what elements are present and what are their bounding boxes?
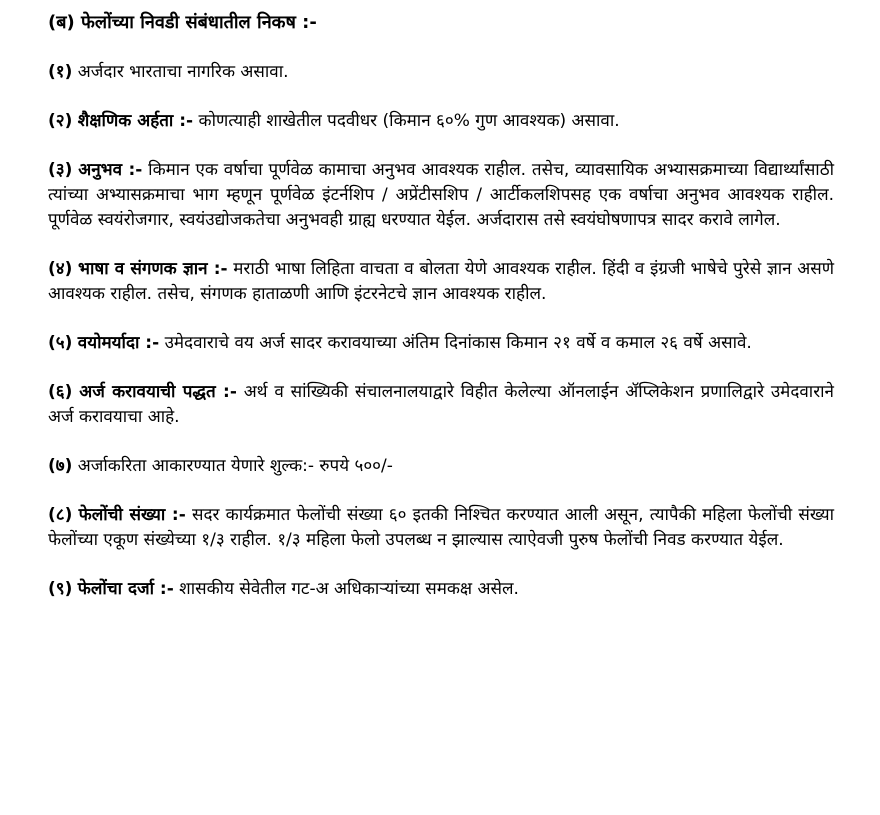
criteria-item-3	[48, 158, 834, 233]
item-text: अर्जदार भारताचा नागरिक असावा.	[77, 62, 289, 82]
item-number: (५)	[48, 333, 73, 353]
document-page	[48, 10, 834, 626]
item-text: मराठी भाषा लिहिता वाचता व बोलता येणे आवश्यक राहील. हिंदी व इंग्रजी भाषेचे पुरेसे ज्ञान असणे आवश्यक राहील. तसेच, संगणक हाताळणी आणि इंटरनेटचे ज्ञान आवश्यक राहील.	[48, 259, 835, 304]
item-number: (१)	[48, 62, 73, 82]
item-text: अर्जाकरिता आकारण्यात येणारे शुल्क:- रुपये ५००/-	[77, 456, 393, 476]
criteria-item-6	[48, 380, 834, 430]
item-text: सदर कार्यक्रमात फेलोंची संख्या ६० इतकी निश्चित करण्यात आली असून, त्यापैकी महिला फेलोंची संख्या फेलोंच्या एकूण संख्येच्या १/३ राहील. १/३ महिला फेलो उपलब्ध न झाल्यास त्याऐवजी पुरुष फेलोंची निवड करण्यात येईल.	[48, 505, 835, 550]
item-number: (८)	[48, 505, 73, 525]
item-label: शैक्षणिक अर्हता :-	[77, 111, 194, 131]
item-label: अर्ज करावयाची पद्धत :-	[79, 382, 237, 402]
item-number: (४)	[48, 259, 73, 279]
item-label: भाषा व संगणक ज्ञान :-	[78, 259, 228, 279]
item-number: (३)	[48, 160, 73, 180]
item-number: (६)	[48, 382, 73, 402]
item-label: वयोमर्यादा :-	[77, 333, 160, 353]
item-text: अर्थ व सांख्यिकी संचालनालयाद्वारे विहीत केलेल्या ऑनलाईन ॲप्लिकेशन प्रणालिद्वारे उमेदवाराने अर्ज करावयाचा आहे.	[48, 382, 834, 427]
item-text: किमान एक वर्षाचा पूर्णवेळ कामाचा अनुभव आवश्यक राहील. तसेच, व्यावसायिक अभ्यासक्रमाच्या विद्यार्थ्यांसाठी त्यांच्या अभ्यासक्रमाचा भाग म्हणून पूर्णवेळ इंटर्नशिप / अप्रेंटीसशिप / आर्टीकलशिपसह एक वर्षाचा अनुभव आवश्यक राहील. पूर्णवेळ स्वयंरोजगार, स्वयंउद्योजकतेचा अनुभवही ग्राह्य धरण्यात येईल. अर्जदारास तसे स्वयंघोषणापत्र सादर करावे लागेल.	[48, 160, 834, 230]
item-label: अनुभव :-	[78, 160, 143, 180]
criteria-item-5	[48, 331, 834, 356]
item-number: (७)	[48, 456, 73, 476]
item-number: (२)	[48, 111, 73, 131]
section-heading: (ब) फेलोंच्या निवडी संबंधातील निकष :-	[48, 12, 317, 33]
criteria-item-8	[48, 503, 834, 553]
item-text: शासकीय सेवेतील गट-अ अधिकाऱ्यांच्या समकक्ष असेल.	[179, 579, 519, 599]
criteria-item-7	[48, 454, 834, 479]
criteria-item-2	[48, 109, 834, 134]
item-number: (९)	[48, 579, 73, 599]
criteria-item-1	[48, 60, 834, 85]
item-label: फेलोंची संख्या :-	[78, 505, 186, 525]
criteria-item-4	[48, 257, 834, 307]
item-text: कोणत्याही शाखेतील पदवीधर (किमान ६०% गुण आवश्यक) असावा.	[198, 111, 620, 131]
item-text: उमेदवाराचे वय अर्ज सादर करावयाच्या अंतिम दिनांकास किमान २१ वर्षे व कमाल २६ वर्षे असावे.	[164, 333, 752, 353]
item-label: फेलोंचा दर्जा :-	[77, 579, 174, 599]
criteria-item-9	[48, 577, 834, 602]
